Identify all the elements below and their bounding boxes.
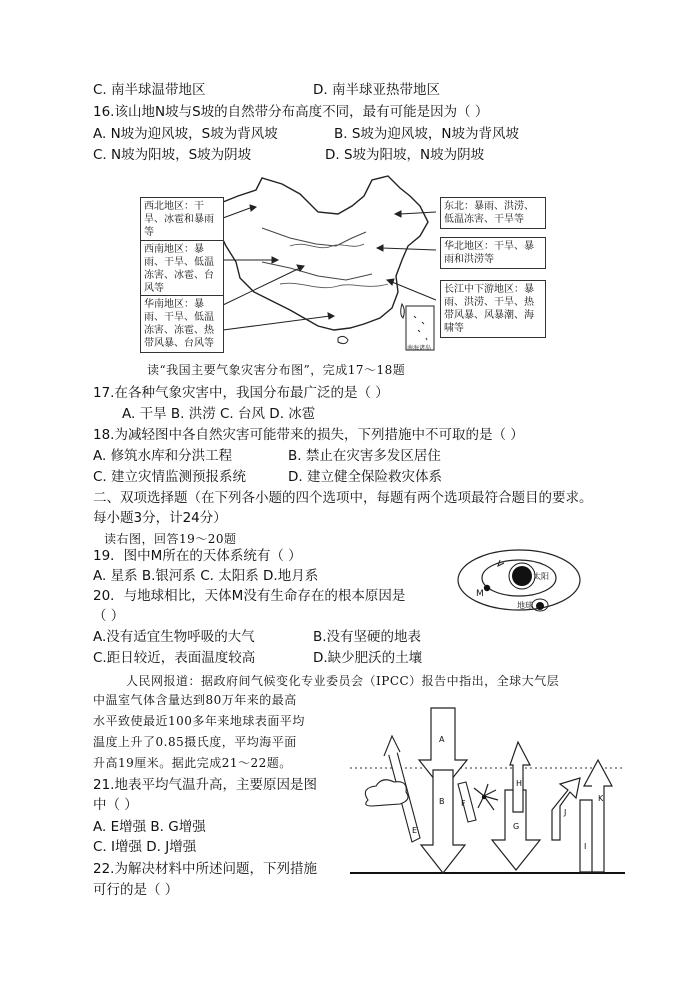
- label-j: J: [564, 808, 567, 817]
- q20-option-c: C.距日较近，表面温度较高: [93, 650, 256, 666]
- q20-paren: （ ）: [93, 608, 125, 624]
- q21-stem-1: 21.地表平均气温升高，主要原因是图: [93, 777, 317, 793]
- q20-stem: 20．与地球相比，天体M没有生命存在的根本原因是: [93, 588, 406, 604]
- news-line3: 水平致使最近100多年来地球表面平均: [93, 714, 305, 728]
- box-northwest: 西北地区：干旱、冰雹和暴雨等: [140, 197, 224, 242]
- label-f: F: [461, 799, 466, 808]
- q16-option-d: D. S坡为阳坡，N坡为阴坡: [325, 147, 485, 163]
- q18-option-d: D. 建立健全保险救灾体系: [288, 469, 442, 485]
- box-yangtze: 长江中下游地区：暴雨、洪涝、干旱、热带风暴、风暴潮、海啸等: [440, 280, 546, 338]
- news-line5: 升高19厘米。据此完成21～22题。: [93, 756, 292, 770]
- section2-read: 读右图，回答19～20题: [104, 532, 237, 546]
- q15-option-d: D. 南半球亚热带地区: [313, 82, 440, 98]
- news-line4: 温度上升了0.85摄氏度，平均海平面: [93, 735, 297, 749]
- box-southwest: 西南地区：暴雨、干旱、低温冻害、冰雹、台风等: [140, 240, 224, 298]
- section2-cont: 每小题3分，计24分）: [93, 510, 227, 526]
- q16-option-c: C. N坡为阳坡，S坡为阴坡: [93, 147, 252, 163]
- q21-stem-2: 中（ ）: [93, 797, 138, 813]
- label-a: A: [439, 735, 445, 744]
- q16-stem: 16.该山地N坡与S坡的自然带分布高度不同，最有可能是因为（ ）: [93, 104, 489, 120]
- label-b: B: [439, 797, 445, 806]
- q19-stem: 19．图中M所在的天体系统有（ ）: [93, 548, 302, 564]
- q18-option-a: A. 修筑水库和分洪工程: [93, 448, 233, 464]
- q16-option-b: B. S坡为迎风坡，N坡为背风坡: [334, 126, 520, 142]
- label-h: H: [516, 779, 523, 788]
- q20-option-b: B.没有坚硬的地表: [313, 629, 422, 645]
- box-north: 华北地区：干旱、暴雨和洪涝等: [440, 237, 546, 269]
- q22-stem-1: 22.为解决材料中所述问题，下列措施: [93, 861, 317, 877]
- q21-options-cd: C. I增强 D. J增强: [93, 839, 197, 855]
- q19-options: A. 星系 B.银河系 C. 太阳系 D.地月系: [93, 568, 319, 584]
- q18-option-c: C. 建立灾情监测预报系统: [93, 469, 247, 485]
- q22-stem-2: 可行的是（ ）: [93, 882, 179, 898]
- q17-options: A. 干旱 B. 洪涝 C. 台风 D. 冰雹: [122, 406, 316, 422]
- box-south: 华南地区：暴雨、干旱、低温冻害、冻雹、热带风暴、台风等: [140, 295, 224, 353]
- news-line1: 人民网报道：据政府间气候变化专业委员会（IPCC）报告中指出，全球大气层: [126, 674, 560, 688]
- section2-title: 二、双项选择题（在下列各小题的四个选项中，每题有两个选项最符合题目的要求。: [93, 490, 593, 506]
- cloud: [365, 780, 408, 806]
- box-northeast: 东北：暴雨、洪涝、低温冻害、干旱等: [440, 197, 546, 229]
- q21-options-ab: A. E增强 B. G增强: [93, 819, 206, 835]
- news-line2: 中温室气体含量达到80万年来的最高: [93, 693, 297, 707]
- label-m: M: [476, 589, 484, 599]
- scatter-dot: [482, 795, 486, 799]
- q15-option-c: C. 南半球温带地区: [93, 82, 206, 98]
- q18-stem: 18.为减轻图中各自然灾害可能带来的损失，下列措施中不可取的是（ ）: [93, 427, 524, 443]
- label-earth: 地球: [517, 601, 533, 610]
- label-sun: 太阳: [533, 572, 549, 581]
- q20-option-d: D.缺少肥沃的土壤: [313, 650, 423, 666]
- q18-option-b: B. 禁止在灾害多发区居住: [288, 448, 441, 464]
- label-g: G: [513, 822, 520, 831]
- map-caption: 读“我国主要气象灾害分布图”，完成17～18题: [147, 363, 406, 377]
- q16-option-a: A. N坡为迎风坡，S坡为背风坡: [93, 126, 278, 142]
- label-e: E: [412, 826, 418, 835]
- q20-option-a: A.没有适宜生物呼吸的大气: [93, 629, 255, 645]
- q17-stem: 17.在各种气象灾害中，我国分布最广泛的是（ ）: [93, 385, 389, 401]
- inset-label: 南海诸岛: [407, 345, 432, 352]
- label-k: K: [598, 794, 604, 803]
- label-i: I: [584, 842, 587, 851]
